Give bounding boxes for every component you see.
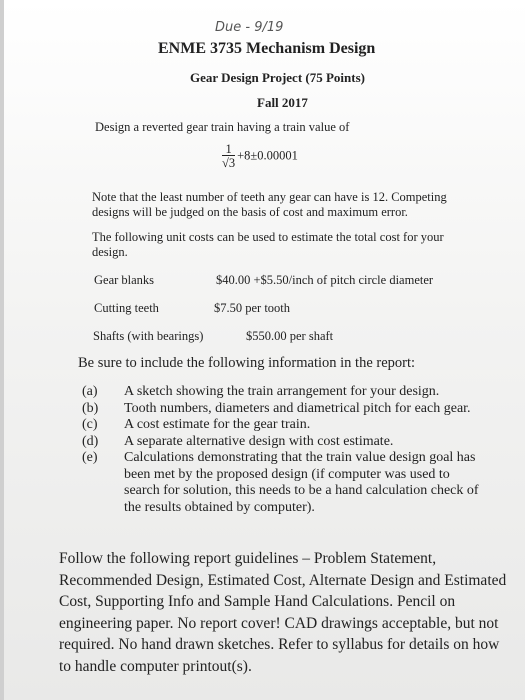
guidelines-line: engineering paper. No report cover! CAD drawings acceptable, but not — [59, 614, 499, 632]
cost-intro-line: design. — [92, 245, 128, 259]
guidelines-line: required. No hand drawn sketches. Refer to syllabus for details on how — [59, 636, 500, 653]
handwritten-due-date: Due - 9/19 — [215, 20, 284, 35]
cost-item-cutting-teeth: Cutting teeth — [94, 301, 159, 315]
guidelines-line: Follow the following report guidelines – Problem Statement, — [59, 550, 437, 567]
list-item-label: (c) — [82, 417, 98, 432]
note-line: designs will be judged on the basis of cost and maximum error. — [92, 205, 408, 219]
note-paragraph — [92, 190, 447, 220]
list-item — [82, 401, 479, 418]
list-item-text: the results obtained by computer). — [124, 499, 315, 515]
list-item — [82, 434, 479, 451]
list-item-label: (d) — [82, 433, 99, 449]
list-item-text: Tooth numbers, diameters and diametrical pitch for each gear. — [124, 400, 471, 416]
project-title: Gear Design Project (75 Points) — [190, 70, 365, 85]
list-item-text: Calculations demonstrating that the train value design goal has — [124, 450, 476, 465]
train-value-formula — [222, 143, 298, 170]
cost-value-shafts: $550.00 per shaft — [246, 329, 334, 343]
cost-item-gear-blanks: Gear blanks — [94, 273, 155, 287]
list-item-label: (b) — [82, 400, 99, 416]
list-item-text: A sketch showing the train arrangement for your design. — [124, 384, 440, 399]
guidelines-paragraph — [59, 548, 506, 677]
cost-intro-paragraph — [92, 230, 444, 260]
formula-rest: +8±0.00001 — [237, 148, 298, 163]
course-title: ENME 3735 Mechanism Design — [158, 40, 376, 57]
list-item-text: been met by the proposed design (if computer was used to — [124, 466, 450, 482]
report-items-list — [82, 384, 479, 516]
document-page — [4, 0, 525, 700]
list-item-label: (a) — [82, 384, 98, 399]
fraction — [222, 143, 235, 170]
note-line: Note that the least number of teeth any gear can have is 12. Competing — [92, 190, 447, 204]
list-item — [82, 450, 479, 516]
guidelines-line: Cost, Supporting Info and Sample Hand Calculations. Pencil on — [59, 593, 456, 610]
guidelines-line: to handle computer printout(s). — [59, 657, 252, 675]
list-item-text-block — [124, 450, 479, 516]
guidelines-line: Recommended Design, Estimated Cost, Alternate Design and Estimated — [59, 571, 507, 589]
cost-value-cutting-teeth: $7.50 per tooth — [214, 301, 291, 315]
list-item-text: A cost estimate for the gear train. — [124, 417, 311, 432]
fraction-numerator: 1 — [222, 143, 235, 156]
cost-item-shafts: Shafts (with bearings) — [93, 329, 204, 343]
fraction-denominator: √3 — [222, 156, 236, 170]
list-item-text: A separate alternative design with cost estimate. — [124, 433, 394, 449]
list-item — [82, 384, 479, 401]
cost-value-gear-blanks: $40.00 +$5.50/inch of pitch circle diameter — [216, 273, 434, 287]
list-item — [82, 417, 479, 434]
term: Fall 2017 — [257, 95, 308, 110]
list-item-text: search for solution, this needs to be a hand calculation check of — [124, 483, 479, 498]
intro-text: Design a reverted gear train having a train value of — [95, 120, 350, 134]
report-intro: Be sure to include the following information in the report: — [78, 355, 416, 371]
list-item-label: (e) — [82, 450, 98, 465]
cost-intro-line: The following unit costs can be used to estimate the total cost for your — [92, 230, 444, 244]
